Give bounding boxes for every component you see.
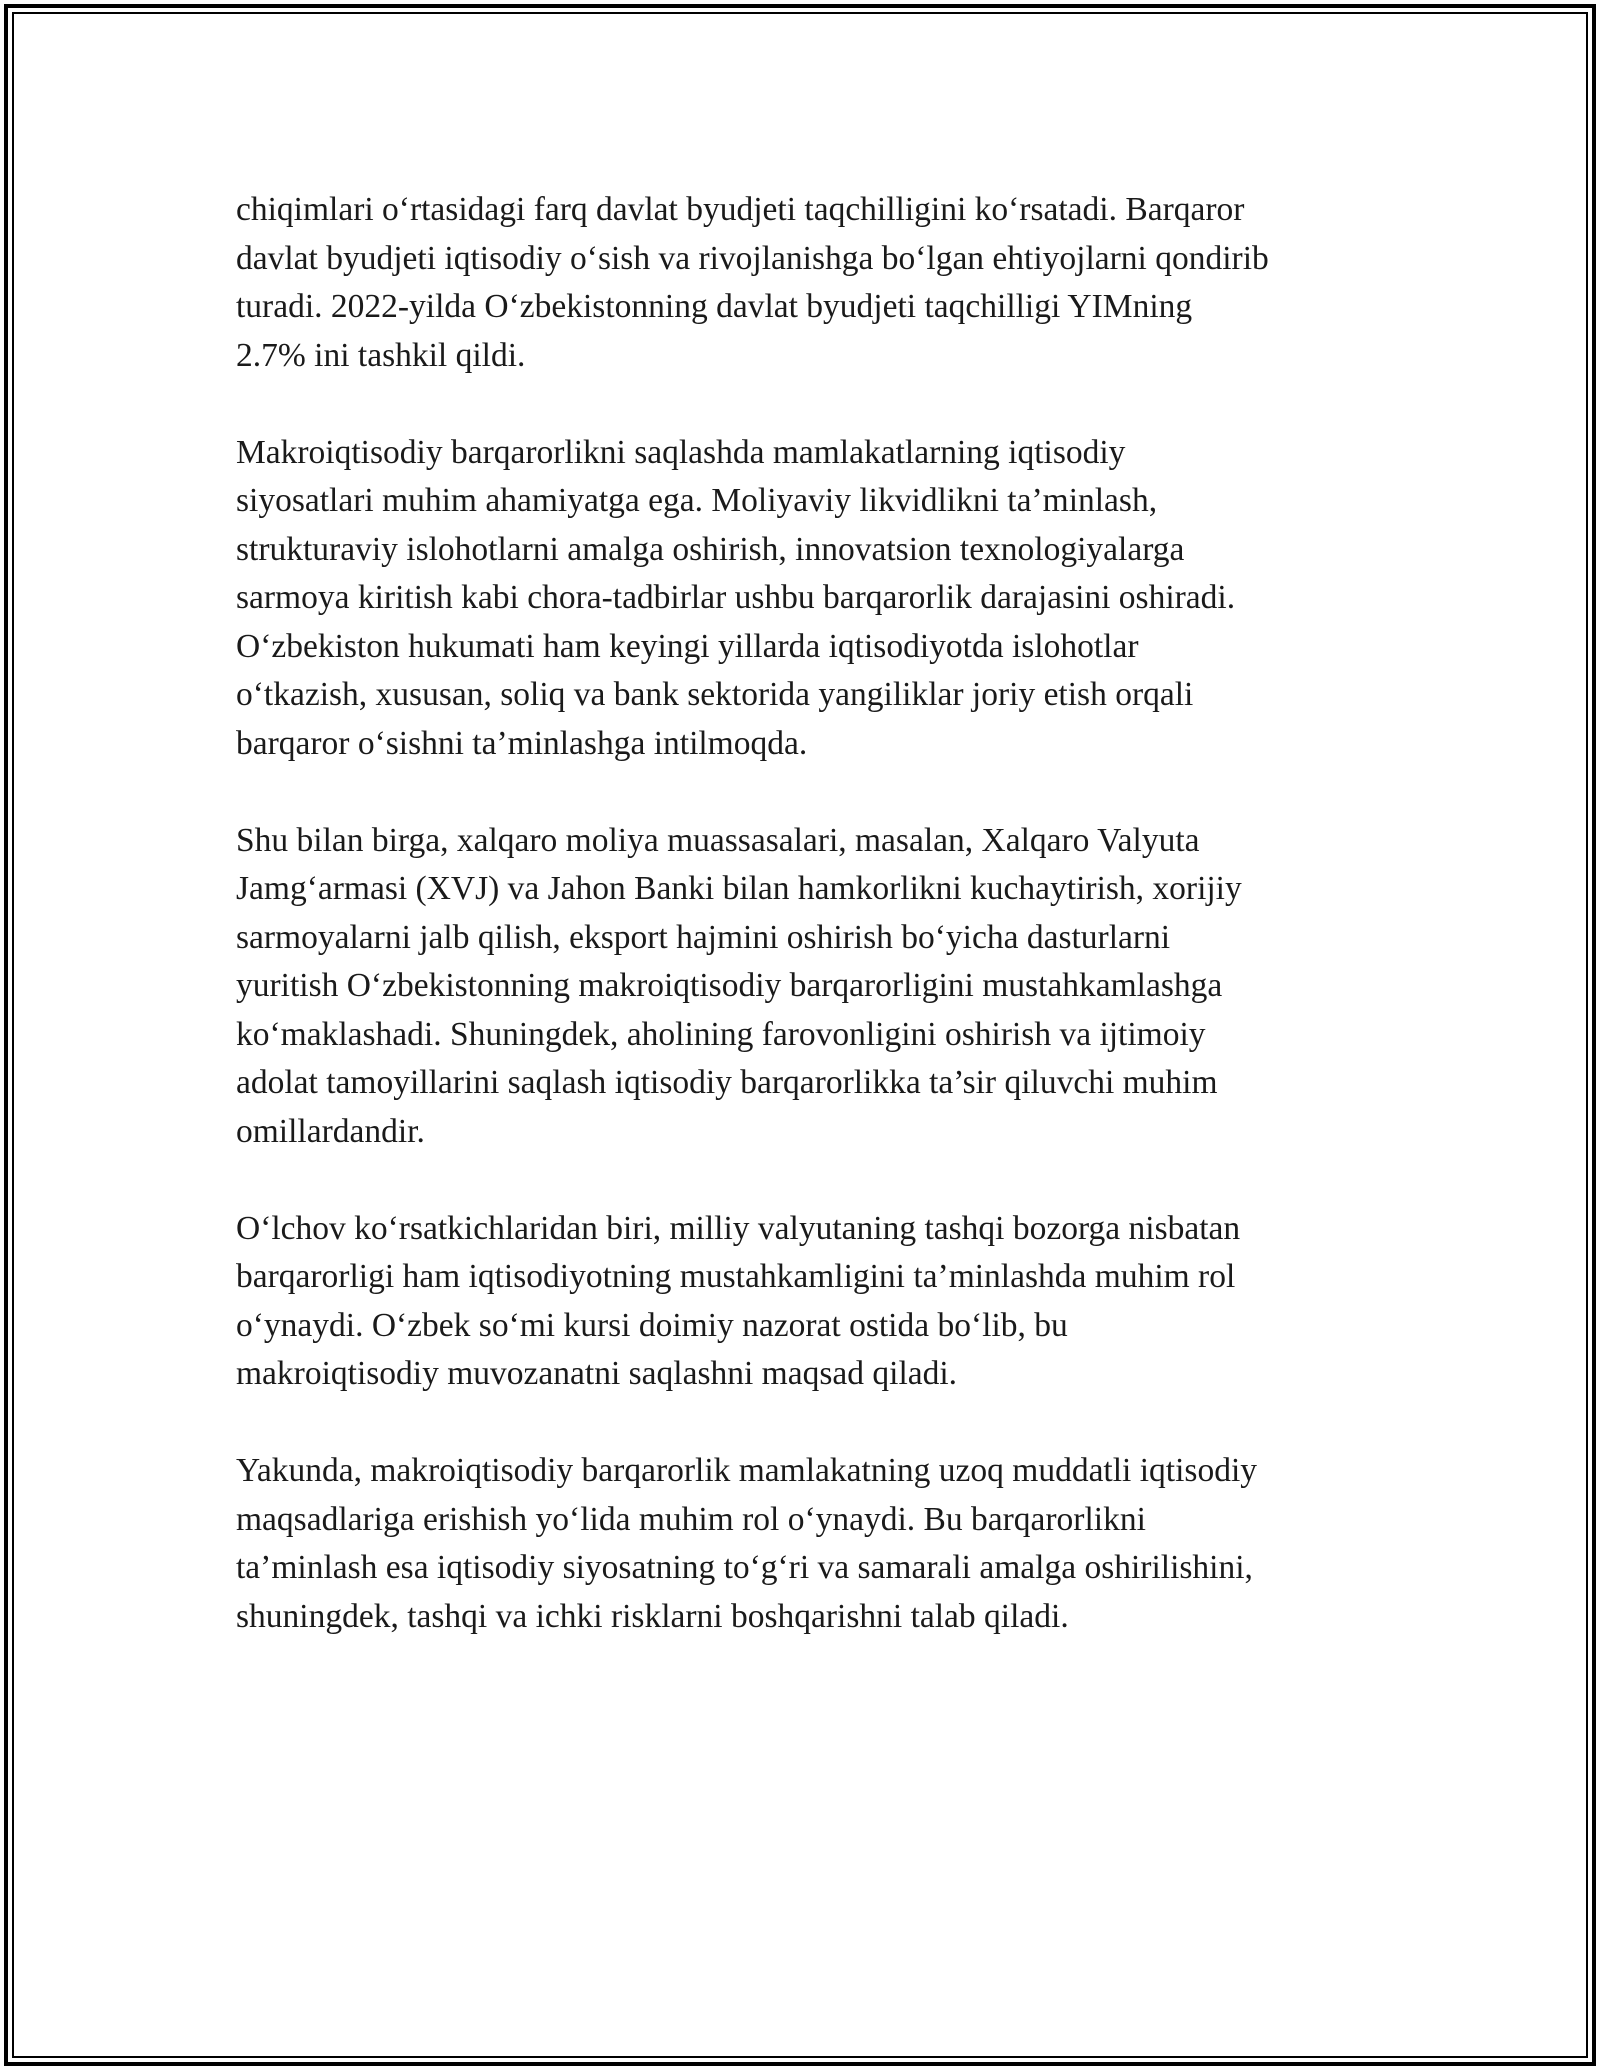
paragraph-line: sarmoya kiritish kabi chora-tadbirlar ushbu barqarorlik darajasini oshiradi.	[236, 579, 1236, 616]
paragraph-line: yuritish O‘zbekistonning makroiqtisodiy barqarorligini mustahkamlashga	[236, 967, 1223, 1004]
paragraph-line: shuningdek, tashqi va ichki risklarni boshqarishni talab qiladi.	[236, 1597, 1069, 1635]
paragraph-line: davlat byudjeti iqtisodiy o‘sish va rivojlanishga bo‘lgan ehtiyojlarni qondirib	[236, 239, 1269, 277]
paragraph-line: o‘tkazish, xususan, soliq va bank sektorida yangiliklar joriy etish orqali	[236, 676, 1194, 713]
paragraph-line: ko‘maklashadi. Shuningdek, aholining farovonligini oshirish va ijtimoiy	[236, 1015, 1206, 1053]
paragraph-line: turadi. 2022-yilda O‘zbekistonning davlat byudjeti taqchilligi YIMning	[236, 288, 1193, 325]
paragraph-line: adolat tamoyillarini saqlash iqtisodiy barqarorlikka ta’sir qiluvchi muhim	[236, 1064, 1218, 1101]
document-body	[236, 186, 1396, 1690]
paragraph-line: O‘zbekiston hukumati ham keyingi yillarda iqtisodiyotda islohotlar	[236, 627, 1139, 665]
paragraph-line: sarmoyalarni jalb qilish, eksport hajmini oshirish bo‘yicha dasturlarni	[236, 918, 1171, 956]
paragraph-line: barqaror o‘sishni ta’minlashga intilmoqda.	[236, 724, 808, 762]
paragraph-line: ta’minlash esa iqtisodiy siyosatning to‘g‘ri va samarali amalga oshirilishini,	[236, 1549, 1253, 1586]
paragraph-2	[236, 429, 1396, 769]
paragraph-line: Jamg‘armasi (XVJ) va Jahon Banki bilan hamkorlikni kuchaytirish, xorijiy	[236, 870, 1242, 907]
paragraph-line: siyosatlari muhim ahamiyatga ega. Moliyaviy likvidlikni ta’minlash,	[236, 482, 1158, 519]
paragraph-line: 2.7% ini tashkil qildi.	[236, 336, 526, 374]
paragraph-3	[236, 817, 1396, 1157]
paragraph-5	[236, 1447, 1396, 1641]
paragraph-4	[236, 1205, 1396, 1399]
paragraph-line: strukturaviy islohotlarni amalga oshirish, innovatsion texnologiyalarga	[236, 530, 1185, 568]
paragraph-line: chiqimlari o‘rtasidagi farq davlat byudjeti taqchilligini ko‘rsatadi. Barqaror	[236, 191, 1245, 228]
paragraph-line: makroiqtisodiy muvozanatni saqlashni maqsad qiladi.	[236, 1355, 958, 1392]
paragraph-line: Shu bilan birga, xalqaro moliya muassasalari, masalan, Xalqaro Valyuta	[236, 821, 1200, 859]
paragraph-line: maqsadlariga erishish yo‘lida muhim rol o‘ynaydi. Bu barqarorlikni	[236, 1500, 1146, 1538]
paragraph-line: Yakunda, makroiqtisodiy barqarorlik mamlakatning uzoq muddatli iqtisodiy	[236, 1452, 1257, 1489]
paragraph-line: omillardandir.	[236, 1112, 425, 1150]
paragraph-line: Makroiqtisodiy barqarorlikni saqlashda mamlakatlarning iqtisodiy	[236, 433, 1126, 471]
paragraph-line: O‘lchov ko‘rsatkichlaridan biri, milliy valyutaning tashqi bozorga nisbatan	[236, 1209, 1241, 1247]
paragraph-line: barqarorligi ham iqtisodiyotning mustahkamligini ta’minlashda muhim rol	[236, 1258, 1236, 1295]
paragraph-line: o‘ynaydi. O‘zbek so‘mi kursi doimiy nazorat ostida bo‘lib, bu	[236, 1306, 1068, 1344]
paragraph-1	[236, 186, 1396, 380]
